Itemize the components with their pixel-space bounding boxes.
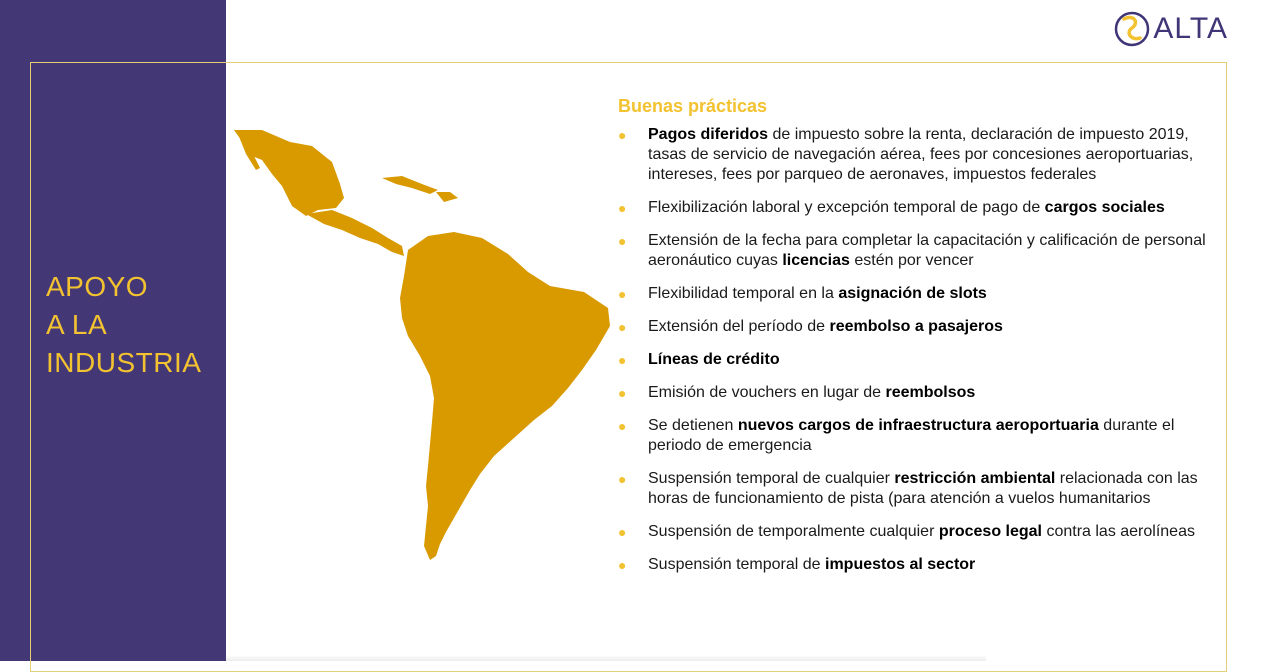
south-america-shape bbox=[400, 232, 610, 560]
best-practices-list bbox=[618, 125, 1228, 575]
list-item bbox=[618, 469, 1228, 509]
bullet-icon: ● bbox=[618, 418, 627, 434]
item-text: Suspensión temporal de bbox=[648, 556, 825, 573]
list-item bbox=[618, 231, 1228, 271]
bullet-icon: ● bbox=[618, 524, 627, 540]
list-item bbox=[618, 284, 1228, 304]
item-text: durante el periodo de emergencia bbox=[648, 417, 1175, 454]
list-item bbox=[618, 317, 1228, 337]
list-item bbox=[618, 198, 1228, 218]
item-text: Flexibilidad temporal en la bbox=[648, 285, 839, 302]
alta-logo bbox=[1113, 10, 1228, 48]
section-title-line-1: APOYO bbox=[46, 271, 149, 302]
item-bold-text: Pagos diferidos bbox=[648, 126, 769, 143]
item-text: relacionada con las horas de funcionamiento de pista (para atención a vuelos humanitarios bbox=[648, 470, 1198, 507]
item-text: Se detienen bbox=[648, 417, 738, 434]
list-item bbox=[618, 125, 1228, 185]
globe-swirl-logo-icon bbox=[1113, 10, 1151, 48]
item-text: Flexibilización laboral y excepción temporal de pago de bbox=[648, 199, 1045, 216]
item-bold-text: restricción ambiental bbox=[894, 470, 1056, 487]
best-practices-heading: Buenas prácticas bbox=[618, 96, 768, 116]
best-practices-panel bbox=[618, 96, 1228, 588]
list-item bbox=[618, 555, 1228, 575]
latin-america-map bbox=[232, 126, 614, 562]
item-bold-text: asignación de slots bbox=[838, 285, 987, 302]
item-bold-text: impuestos al sector bbox=[825, 556, 976, 573]
item-bold-text: reembolso a pasajeros bbox=[829, 318, 1003, 335]
item-text: Extensión del período de bbox=[648, 318, 830, 335]
bullet-icon: ● bbox=[618, 471, 627, 487]
item-text: estén por vencer bbox=[849, 252, 974, 269]
item-text: contra las aerolíneas bbox=[1042, 523, 1195, 540]
logo-text: ALTA bbox=[1153, 12, 1228, 45]
list-item bbox=[618, 522, 1228, 542]
bottom-edge-shadow bbox=[226, 655, 986, 661]
item-text: de impuesto sobre la renta, declaración de impuesto 2019, tasas de servicio de navegación aérea, fees por concesiones aeroportuarias, intereses, fees por parqueo de aeronaves, impuestos federales bbox=[648, 126, 1194, 183]
section-title-line-2: A LA bbox=[46, 309, 108, 340]
list-item bbox=[618, 383, 1228, 403]
list-item bbox=[618, 350, 1228, 370]
item-text: Emisión de vouchers en lugar de bbox=[648, 384, 886, 401]
item-bold-text: reembolsos bbox=[885, 384, 976, 401]
section-title bbox=[46, 268, 201, 382]
list-item bbox=[618, 416, 1228, 456]
item-text: Extensión de la fecha para completar la capacitación y calificación de personal aeronáutico cuyas bbox=[648, 232, 1206, 269]
bullet-icon: ● bbox=[618, 352, 627, 368]
item-text: Suspensión temporal de cualquier bbox=[648, 470, 895, 487]
bullet-icon: ● bbox=[618, 557, 627, 573]
central-america-shape bbox=[306, 210, 404, 256]
bullet-icon: ● bbox=[618, 286, 627, 302]
cuba-shape bbox=[382, 176, 438, 194]
bullet-icon: ● bbox=[618, 319, 627, 335]
bullet-icon: ● bbox=[618, 200, 627, 216]
item-bold-text: cargos sociales bbox=[1044, 199, 1165, 216]
item-bold-text: proceso legal bbox=[938, 523, 1042, 540]
bullet-icon: ● bbox=[618, 127, 627, 143]
item-bold-text: nuevos cargos de infraestructura aeroportuaria bbox=[737, 417, 1099, 434]
item-bold-text: Líneas de crédito bbox=[648, 351, 780, 368]
bullet-icon: ● bbox=[618, 233, 627, 249]
mexico-shape bbox=[234, 130, 344, 216]
item-bold-text: licencias bbox=[782, 252, 850, 269]
hispaniola-shape bbox=[436, 192, 458, 202]
item-text: Suspensión de temporalmente cualquier bbox=[648, 523, 939, 540]
section-title-line-3: INDUSTRIA bbox=[46, 347, 202, 378]
bullet-icon: ● bbox=[618, 385, 627, 401]
